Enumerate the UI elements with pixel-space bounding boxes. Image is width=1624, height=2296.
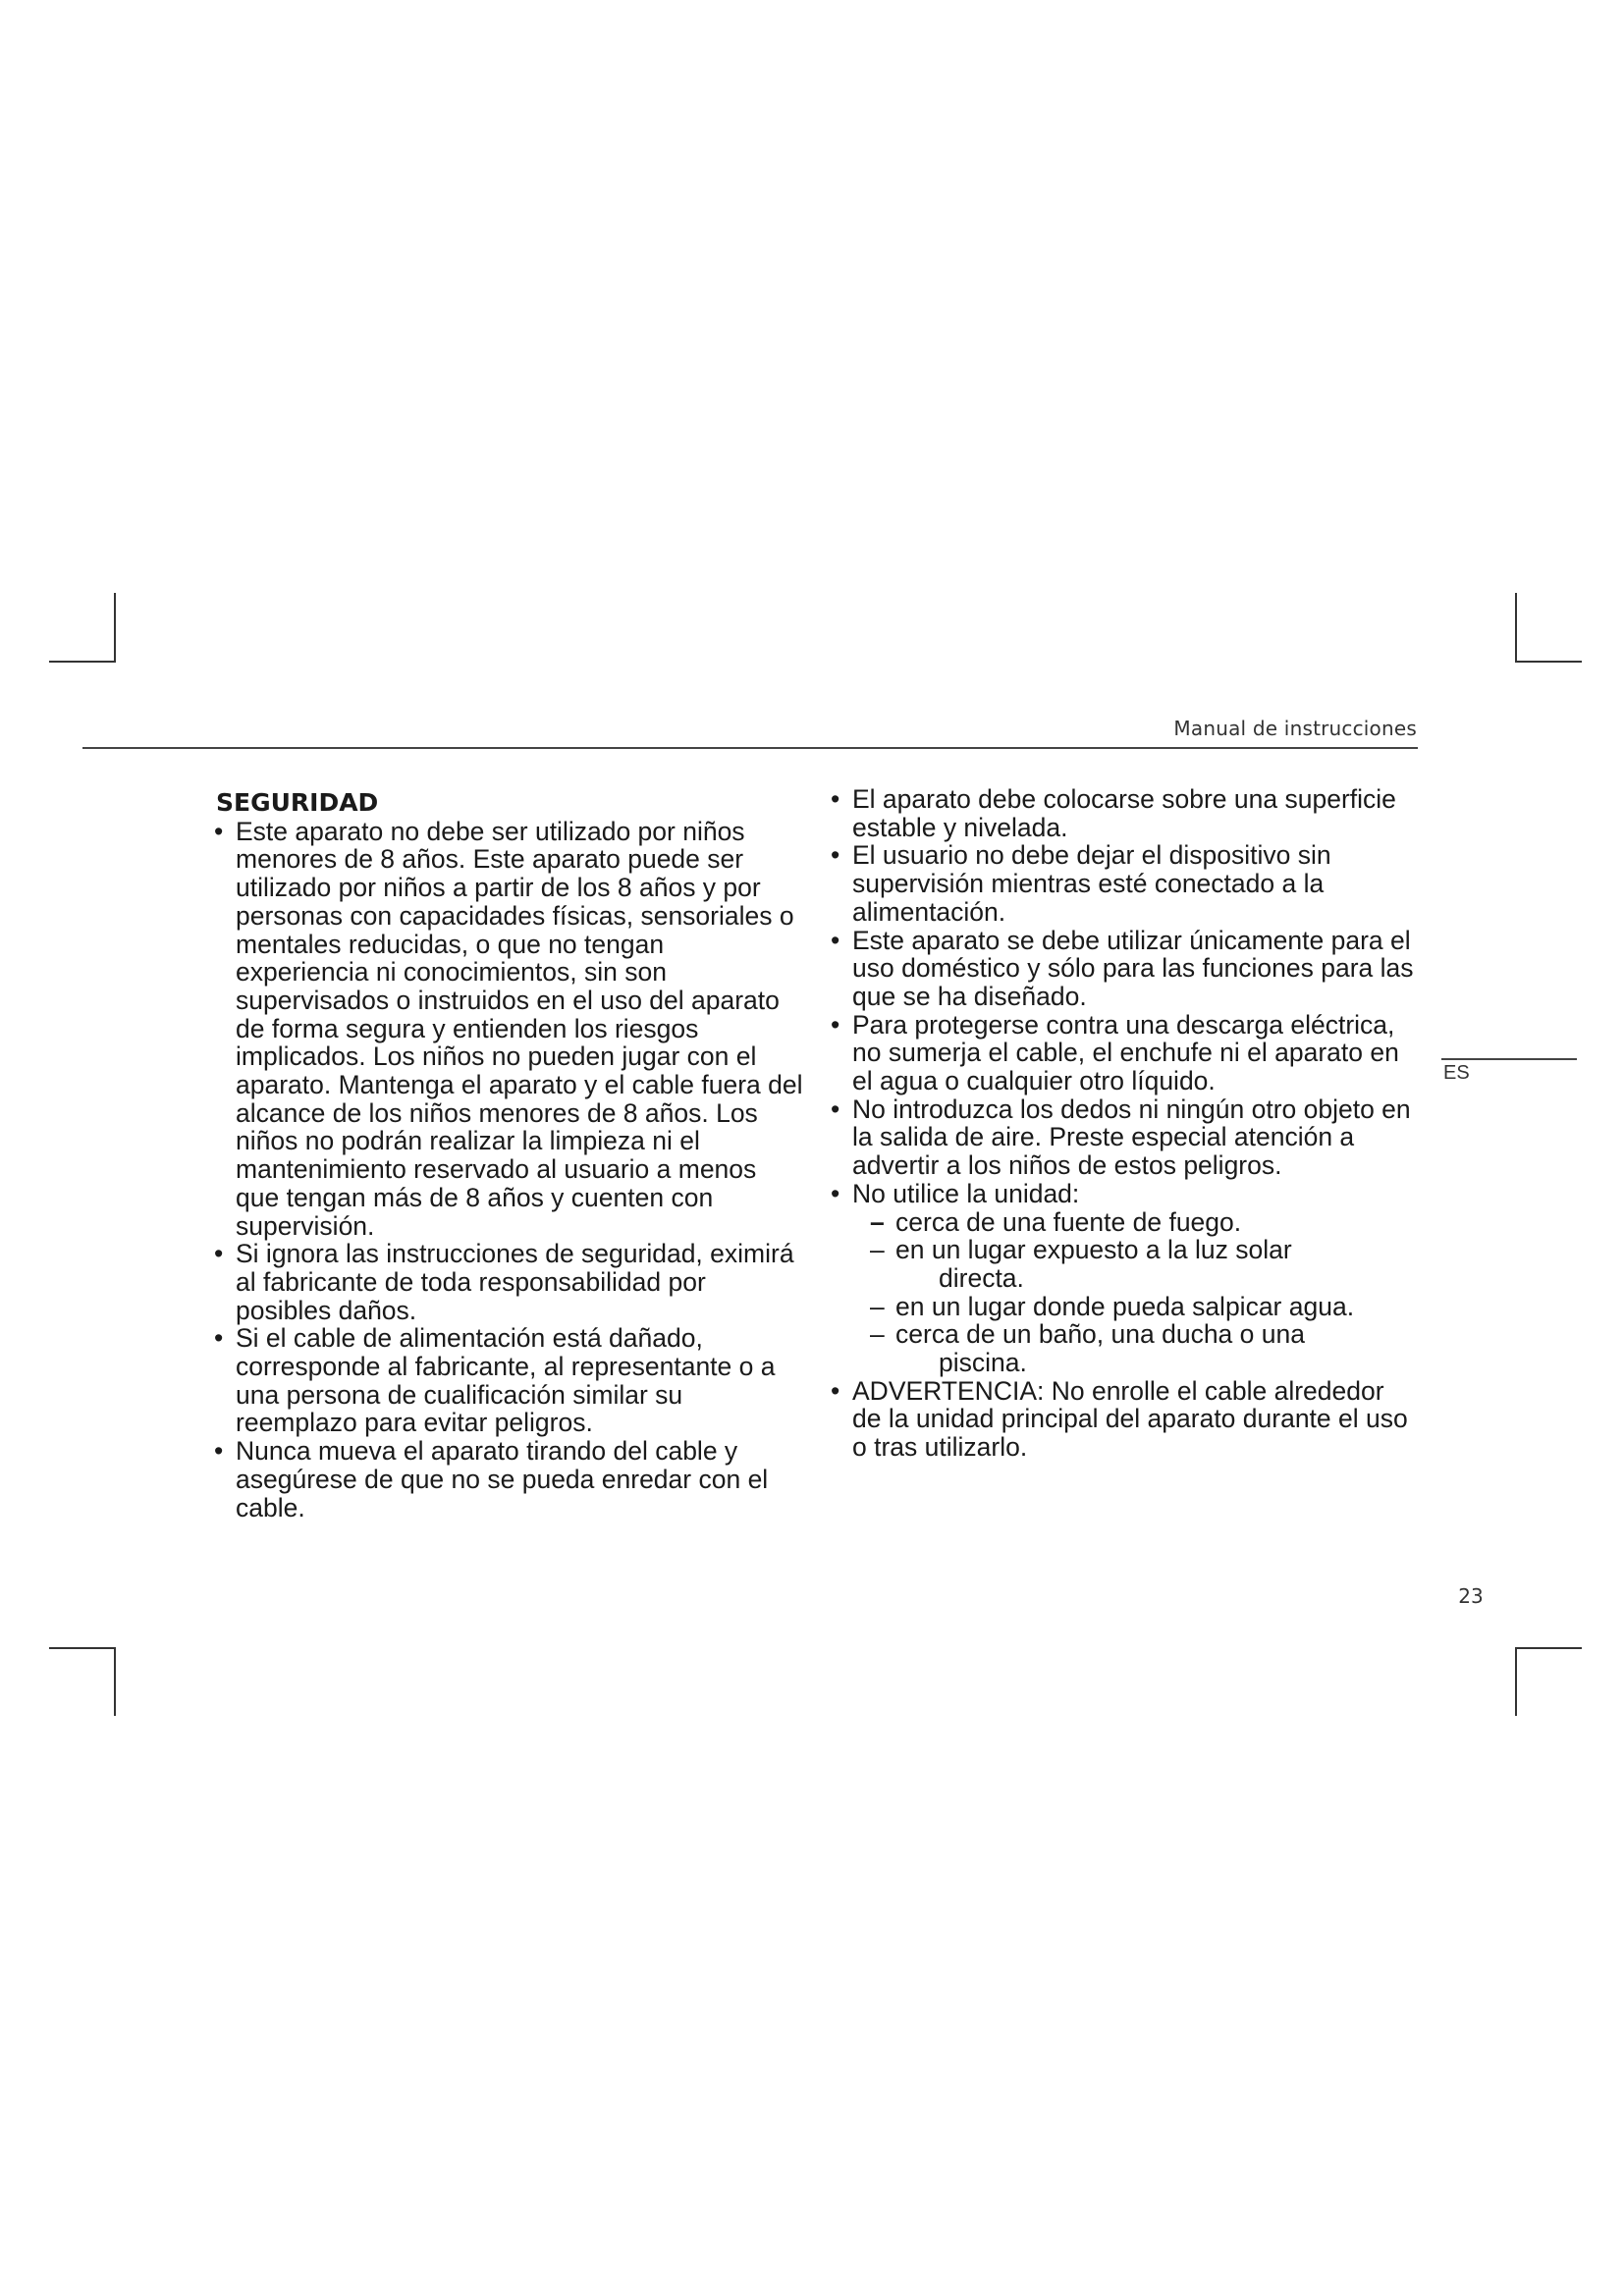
sub-item-sunlight-continuation: directa. — [939, 1262, 1024, 1293]
crop-mark-bottom-right-v — [1515, 1647, 1517, 1716]
bullet-dot: • — [214, 1239, 224, 1269]
dash-mark: – — [870, 1291, 885, 1321]
crop-mark-top-right-v — [1515, 593, 1517, 662]
safety-bullet-electric-shock — [831, 1011, 1420, 1095]
bullet-text: Para protegerse contra una descarga eléctrica, no sumerja el cable, el enchufe ni el aparato en el agua o cualquier otro líquido. — [852, 1009, 1399, 1096]
header-divider — [82, 747, 1418, 749]
left-column — [214, 785, 803, 1522]
safety-bullet-instructions — [214, 1240, 803, 1324]
language-code: ES — [1443, 1062, 1470, 1084]
crop-mark-bottom-left-v — [114, 1647, 116, 1716]
sub-item-water-splash — [831, 1293, 1420, 1321]
crop-mark-bottom-left-h — [49, 1647, 116, 1649]
bullet-text: Nunca mueva el aparato tirando del cable y asegúrese de que no se pueda enredar con el cable. — [236, 1436, 769, 1522]
dash-mark: – — [870, 1206, 885, 1237]
page-number: 23 — [1458, 1584, 1484, 1608]
manual-header-title: Manual de instrucciones — [1173, 717, 1417, 740]
sub-item-text: cerca de una fuente de fuego. — [895, 1206, 1242, 1237]
bullet-text: El aparato debe colocarse sobre una superficie estable y nivelada. — [852, 784, 1396, 842]
bullet-dot: • — [831, 1375, 840, 1406]
sub-item-bathroom — [831, 1320, 1420, 1349]
sub-item-text: cerca de un baño, una ducha o una — [895, 1319, 1305, 1350]
crop-mark-top-left-h — [49, 661, 116, 663]
bullet-text: El usuario no debe dejar el dispositivo sin supervisión mientras esté conectado a la alimentación. — [852, 840, 1331, 927]
bullet-text: No introduzca los dedos ni ningún otro objeto en la salida de aire. Preste especial atención a advertir a los niños de estos peligros. — [852, 1094, 1411, 1181]
language-tab-divider — [1441, 1058, 1577, 1060]
safety-bullet-pull-cable — [214, 1437, 803, 1522]
safety-bullet-stable-surface — [831, 785, 1420, 841]
bullet-dot: • — [214, 1436, 224, 1467]
right-column — [831, 785, 1420, 1462]
safety-bullet-warning — [831, 1377, 1420, 1462]
bullet-text: ADVERTENCIA: No enrolle el cable alrededor de la unidad principal del aparato durante el uso o tras utilizarlo. — [852, 1375, 1408, 1463]
crop-mark-top-right-h — [1515, 661, 1582, 663]
bullet-text: Este aparato no debe ser utilizado por niños menores de 8 años. Este aparato puede ser utilizado por niños a partir de los 8 años y por personas con capacidades físicas, sensoriales o mentales reducidas, o que no tengan experiencia ni conocimientos, sin son supervisados o instruidos en el uso del aparato de forma segura y entienden los riesgos implicados. Los niños no pueden jugar con el aparato. Mantenga el aparato y el cable fuera del alcance de los niños menores de 8 años. Los niños no podrán realizar la limpieza ni el mantenimiento reservado al usuario a menos que tengan más de 8 años y cuenten con supervisión. — [236, 816, 803, 1241]
crop-mark-top-left-v — [114, 593, 116, 662]
safety-bullet-air-outlet — [831, 1095, 1420, 1180]
bullet-dot: • — [214, 1323, 224, 1354]
section-title: SEGURIDAD — [216, 788, 379, 817]
bullet-text: Si ignora las instrucciones de seguridad, eximirá al fabricante de toda responsabilidad por posibles daños. — [236, 1239, 794, 1325]
bullet-text: No utilice la unidad: — [852, 1178, 1080, 1208]
bullet-dot: • — [831, 840, 840, 871]
bullet-text: Si el cable de alimentación está dañado, corresponde al fabricante, al representante o a una persona de cualificación similar su reemplazo para evitar peligros. — [236, 1323, 776, 1438]
sub-item-sunlight — [831, 1236, 1420, 1264]
dash-mark: – — [870, 1319, 885, 1350]
bullet-text: Este aparato se debe utilizar únicamente para el uso doméstico y sólo para las funciones para las que se ha diseñado. — [852, 925, 1414, 1011]
bullet-dot: • — [831, 1094, 840, 1124]
crop-mark-bottom-right-h — [1515, 1647, 1582, 1649]
sub-item-text: en un lugar expuesto a la luz solar — [895, 1235, 1292, 1265]
sub-item-fire — [831, 1208, 1420, 1237]
bullet-dot: • — [831, 925, 840, 955]
bullet-dot: • — [214, 816, 224, 846]
safety-bullet-do-not-use — [831, 1180, 1420, 1208]
safety-bullet-domestic-use — [831, 927, 1420, 1011]
bullet-dot: • — [831, 1178, 840, 1208]
safety-bullet-supervision — [831, 841, 1420, 926]
safety-bullet-children — [214, 818, 803, 1241]
safety-bullet-damaged-cable — [214, 1324, 803, 1437]
sub-item-bathroom-continuation: piscina. — [939, 1348, 1027, 1378]
sub-item-text: en un lugar donde pueda salpicar agua. — [895, 1291, 1355, 1321]
dash-mark: – — [870, 1235, 885, 1265]
bullet-dot: • — [831, 784, 840, 814]
bullet-dot: • — [831, 1009, 840, 1040]
